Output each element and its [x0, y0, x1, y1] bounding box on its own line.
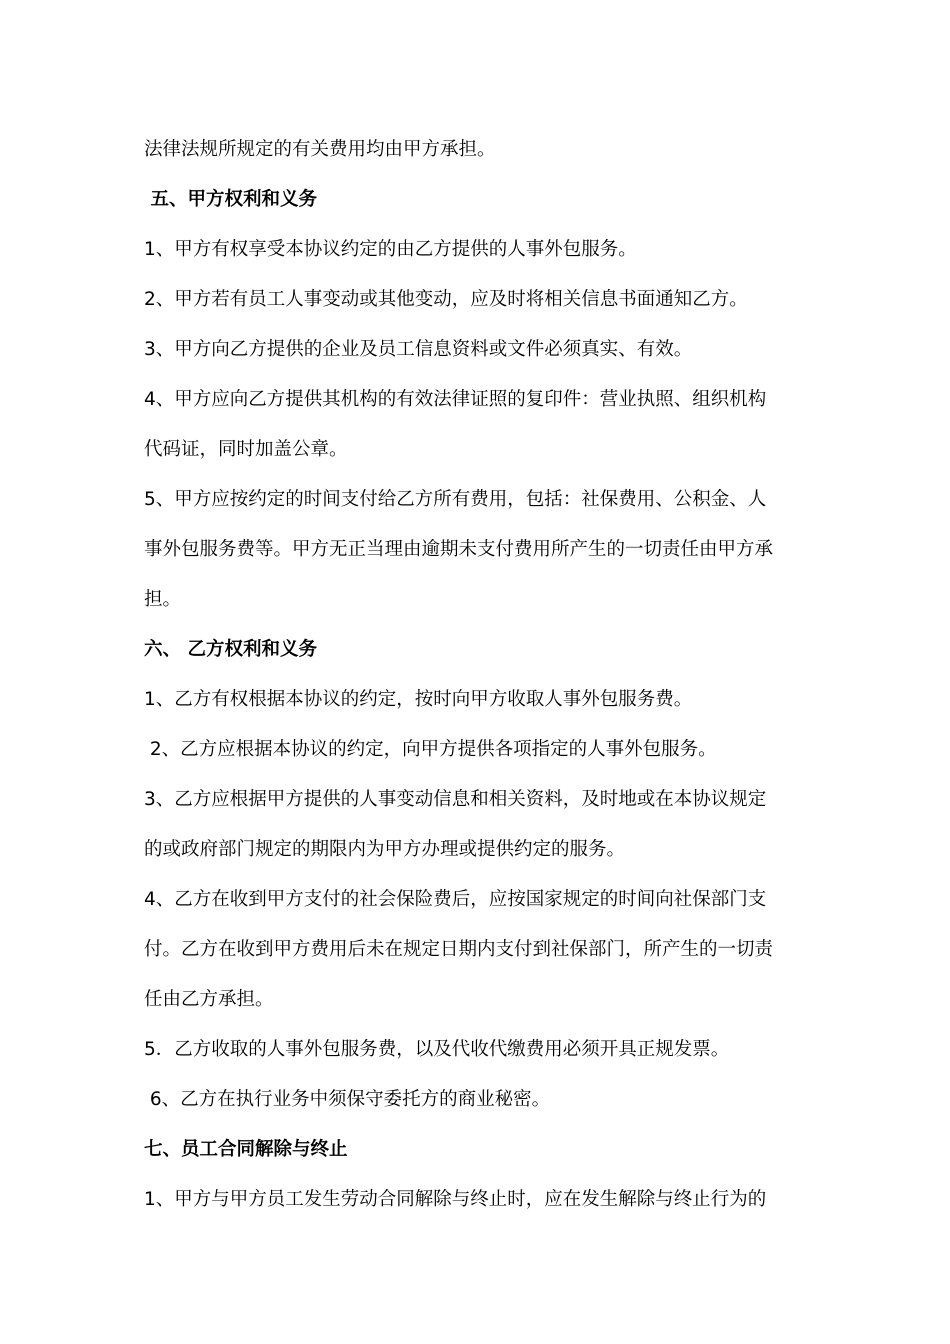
- clause-6-3-continued: 的或政府部门规定的期限内为甲方办理或提供约定的服务。: [144, 839, 626, 860]
- clause-6-1: 1、乙方有权根据本协议的约定，按时向甲方收取人事外包服务费。: [144, 689, 693, 710]
- section-heading-5: 五、甲方权利和义务: [144, 189, 317, 210]
- clause-6-5: 5．乙方收取的人事外包服务费，以及代收代缴费用必须开具正规发票。: [144, 1039, 730, 1060]
- clause-6-6: 6、乙方在执行业务中须保守委托方的商业秘密。: [144, 1089, 551, 1110]
- section-heading-7: 七、员工合同解除与终止: [144, 1139, 348, 1160]
- clause-5-3: 3、甲方向乙方提供的企业及员工信息资料或文件必须真实、有效。: [144, 339, 693, 360]
- clause-6-2: 2、乙方应根据本协议的约定，向甲方提供各项指定的人事外包服务。: [144, 739, 717, 760]
- clause-5-1: 1、甲方有权享受本协议约定的由乙方提供的人事外包服务。: [144, 239, 637, 260]
- clause-5-2: 2、甲方若有员工人事变动或其他变动，应及时将相关信息书面通知乙方。: [144, 289, 748, 310]
- section-heading-6: 六、 乙方权利和义务: [144, 639, 317, 660]
- clause-5-5-continued: 事外包服务费等。甲方无正当理由逾期未支付费用所产生的一切责任由甲方承: [144, 539, 774, 560]
- clause-7-1: 1、甲方与甲方员工发生劳动合同解除与终止时，应在发生解除与终止行为的: [144, 1189, 767, 1210]
- clause-6-4-end: 任由乙方承担。: [144, 989, 274, 1010]
- clause-6-4-continued: 付。乙方在收到甲方费用后未在规定日期内支付到社保部门，所产生的一切责: [144, 939, 774, 960]
- clause-5-4-continued: 代码证，同时加盖公章。: [144, 439, 348, 460]
- clause-5-5: 5、甲方应按约定的时间支付给乙方所有费用，包括：社保费用、公积金、人: [144, 489, 767, 510]
- clause-5-5-end: 担。: [144, 589, 182, 610]
- clause-6-3: 3、乙方应根据甲方提供的人事变动信息和相关资料，及时地或在本协议规定: [144, 789, 767, 810]
- clause-6-4: 4、乙方在收到甲方支付的社会保险费后，应按国家规定的时间向社保部门支: [144, 889, 767, 910]
- clause-5-4: 4、甲方应向乙方提供其机构的有效法律证照的复印件：营业执照、组织机构: [144, 389, 767, 410]
- paragraph-line: 法律法规所规定的有关费用均由甲方承担。: [144, 139, 496, 160]
